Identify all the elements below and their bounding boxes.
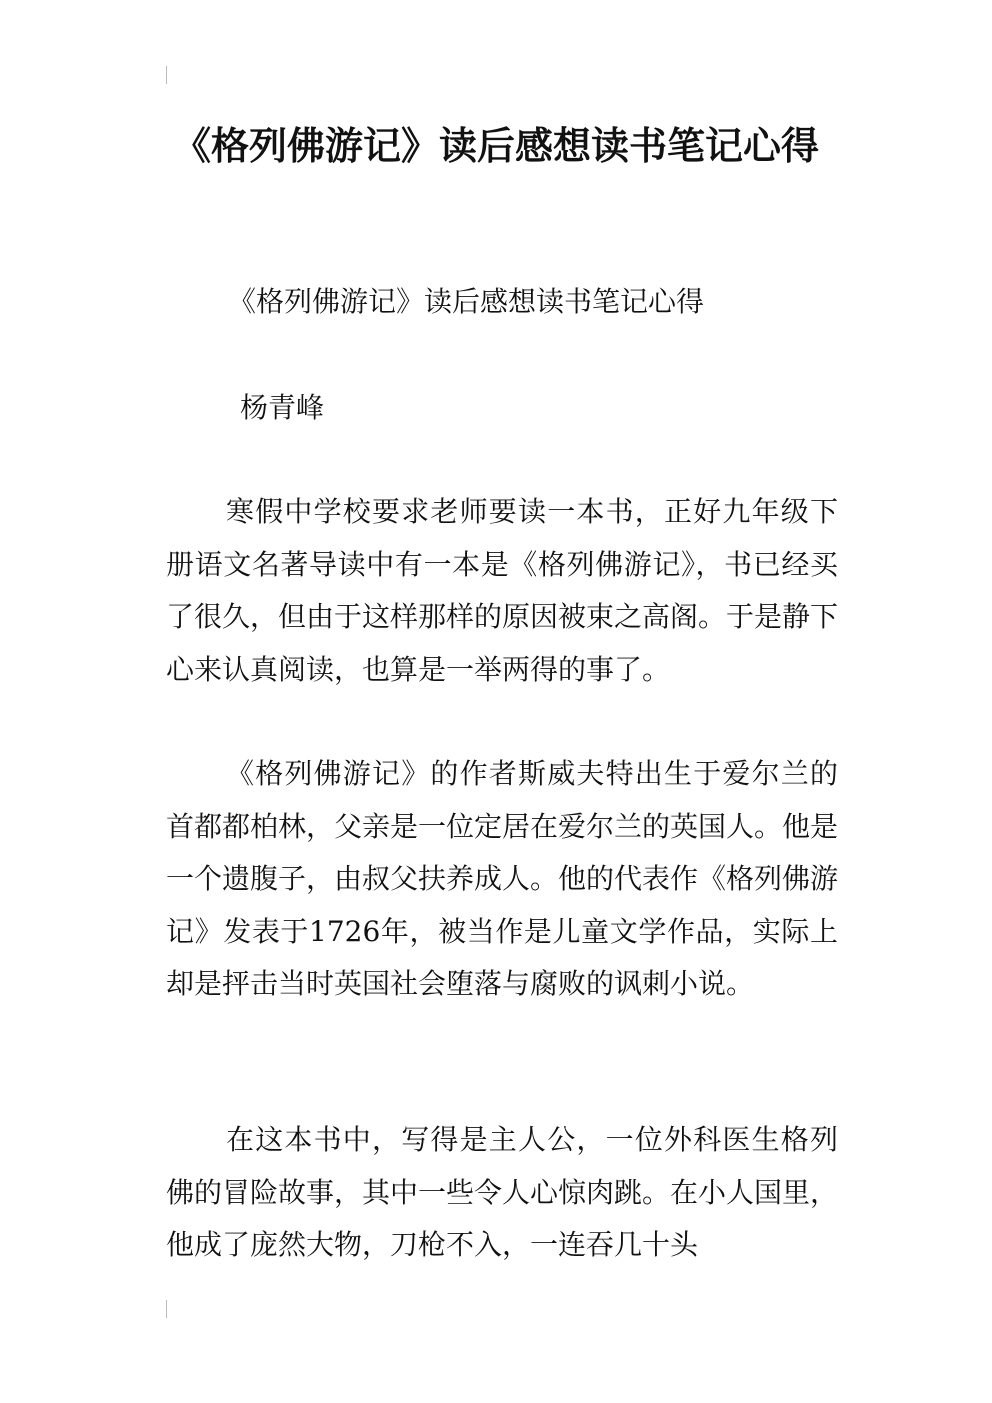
author-name: 杨青峰 [240, 391, 325, 424]
page-title: 《格列佛游记》读后感想读书笔记心得 [172, 124, 819, 168]
article-subtitle: 《格列佛游记》读后感想读书笔记心得 [228, 285, 705, 318]
paragraph-3: 在这本书中，写得是主人公，一位外科医生格列佛的冒险故事，其中一些令人心惊肉跳。在小人国里，他成了庞然大物，刀枪不入，一连吞几十头 [166, 1123, 839, 1261]
paragraph-1: 寒假中学校要求老师要读一本书，正好九年级下册语文名著导读中有一本是《格列佛游记》，书已经买了很久，但由于这样那样的原因被束之高阁。于是静下心来认真阅读，也算是一举两得的事了。 [166, 495, 839, 686]
crop-mark-top [166, 66, 167, 84]
crop-mark-bottom [166, 1300, 167, 1318]
paragraph-2: 《格列佛游记》的作者斯威夫特出生于爱尔兰的首都都柏林，父亲是一位定居在爱尔兰的英国人。他是一个遗腹子，由叔父扶养成人。他的代表作《格列佛游记》发表于1726年，被当作是儿童文学作品，实际上却是抨击当时英国社会堕落与腐败的讽刺小说。 [166, 757, 839, 1000]
